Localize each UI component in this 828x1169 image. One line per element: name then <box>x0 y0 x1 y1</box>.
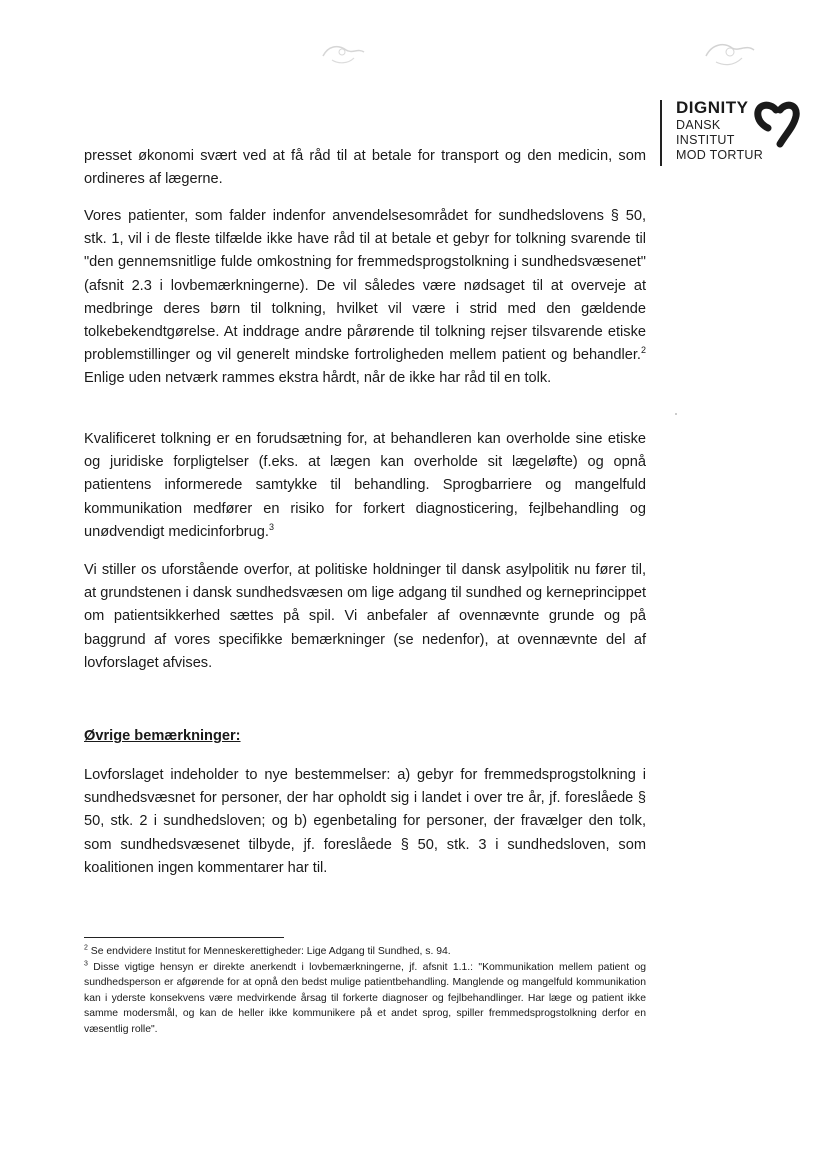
paragraph-4: Vi stiller os uforstående overfor, at politiske holdninger til dansk asylpolitik nu fører til, at grundstenen i dansk sundhedsvæsen om lige adgang til sundhed og kerneprincippet om patientsikkerhed sættes på spil. Vi anbefaler af ovennævnte grunde og på baggrund af vores specifikke bemærkninger (se nedenfor), at ovennævnte del af lovforslaget afvises. <box>84 562 646 671</box>
section-heading <box>84 728 241 744</box>
dignity-heart-logo-icon <box>754 100 800 153</box>
footnote-3-text: Disse vigtige hensyn er direkte anerkendt i lovbemærkningerne, jf. afsnit 1.1.: "Kommunikation mellem patient og sundhedsperson er afgørende for at opnå den bedst mulige patientbehandling. Manglende og mangelfuld kommunikation kan i yderste konsekvens være medvirkende årsag til forkerte diagnoser og fejlbehandlinger. Har læge og patient ikke samme modersmål, og kan de heller ikke kommunikere på et andet sprog, spiller fremmedsprogstolkning derfor en væsentlig rolle". <box>84 961 646 1035</box>
paragraph-2-text: Vores patienter, som falder indenfor anvendelsesområdet for sundhedslovens § 50, stk. 1, vil i de fleste tilfælde ikke have råd til at betale et gebyr for tolkning svarende til "den gennemsnitlige fulde omkostning for fremmedsprogstolkning i sundhedsvæsenet" (afsnit 2.3 i lovbemærkningerne). De vil således være nødsaget til at overveje at medbringe deres børn til tolkning, hvilket vil være i strid med den gældende tolkebekendtgørelse. At inddrage andre pårørende til tolkning rejser tilsvarende etiske problemstillinger og vil generelt mindske fortroligheden mellem patient og behandler. <box>84 208 646 364</box>
footnote-3 <box>84 960 646 1038</box>
paragraph-3 <box>84 428 646 544</box>
scan-dot <box>675 413 677 415</box>
footnote-2-text: Se endvidere Institut for Menneskerettigheder: Lige Adgang til Sundhed, s. 94. <box>87 946 451 957</box>
paragraph-3-text: Kvalificeret tolkning er en forudsætning for, at behandleren kan overholde sine etiske og juridiske forpligtelser (f.eks. at lægen kan overholde sit lægeløfte) og opnå patientens informerede samtykke til behandling. Sprogbarriere og mangelfuld kommunikation medfører en risiko for forkert diagnosticering, fejlbehandling og unødvendigt medicinforbrug. <box>84 431 646 540</box>
paragraph-5: Lovforslaget indeholder to nye bestemmelser: a) gebyr for fremmedsprogstolkning i sundhedsvæsnet for personer, der har opholdt sig i landet i over tre år, jf. foreslåede § 50, stk. 2 i sundhedsloven; og b) egenbetaling for personer, der fravælger den tolk, som sundhedsvæsenet tilbyde, jf. foreslåede § 50, stk. 3 i sundhedsloven, som koalitionen ingen kommentarer har til. <box>84 767 646 876</box>
logo-line-1: DANSK <box>676 118 721 132</box>
paragraph-2-tail: Enlige uden netværk rammes ekstra hårdt, når de ikke har råd til en tolk. <box>84 370 552 387</box>
logo-text <box>676 98 763 163</box>
footnote-ref-3[interactable]: 3 <box>268 521 274 532</box>
logo-line-2: INSTITUT <box>676 133 735 147</box>
logo-brand: DIGNITY <box>676 98 749 117</box>
section-heading-text: Øvrige bemærkninger: <box>84 728 241 744</box>
faint-stamp-mark <box>700 36 760 70</box>
footnote-ref-2[interactable]: 2 <box>640 345 646 356</box>
logo-divider <box>660 100 662 166</box>
faint-stamp-mark <box>318 38 368 68</box>
footnote-3-mark: 3 <box>84 960 88 968</box>
logo-line-3: MOD TORTUR <box>676 148 764 162</box>
dignity-logo <box>660 98 810 178</box>
footnote-2 <box>84 944 646 960</box>
footnote-divider <box>84 937 284 938</box>
footnotes <box>84 944 646 1038</box>
paragraph-1: presset økonomi svært ved at få råd til at betale for transport og den medicin, som ordineres af lægerne. <box>84 148 646 188</box>
paragraph-2 <box>84 205 646 391</box>
footnote-2-mark: 2 <box>84 944 88 952</box>
